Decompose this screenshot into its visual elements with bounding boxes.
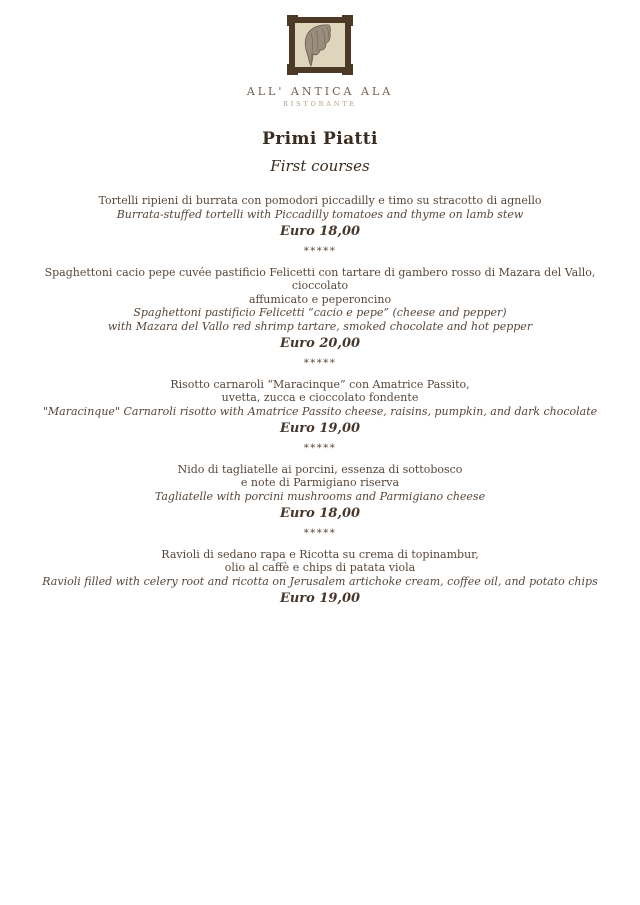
restaurant-name: ALL' ANTICA ALA [246, 85, 394, 98]
dish-name-english-line: with Mazara del Vallo red shrimp tartare, smoked chocolate and hot pepper [107, 319, 533, 333]
restaurant-subtitle: RISTORANTE [283, 100, 357, 108]
dish-italian [30, 378, 610, 405]
dish-name-italian-line: Tortelli ripieni di burrata con pomodori piccadilly e timo su stracotto di agnello [98, 194, 542, 207]
separator-stars: ***** [303, 358, 337, 369]
separator-stars: ***** [303, 246, 337, 257]
separator-stars: ***** [303, 528, 337, 539]
dish-price: Euro 19,00 [279, 591, 361, 606]
separator-stars: ***** [303, 443, 337, 454]
dish-price: Euro 18,00 [279, 224, 361, 239]
dish-price: Euro 19,00 [279, 421, 361, 436]
dish-name-italian-line: Spaghettoni cacio pepe cuvée pastificio Felicetti con tartare di gambero rosso di Mazara del Vallo, cioccolato [44, 265, 596, 292]
dish-english [30, 575, 610, 589]
restaurant-logo [0, 0, 640, 108]
dish-name-italian-line: Ravioli di sedano rapa e Ricotta su crema di topinambur, [161, 547, 479, 561]
dish-italian [30, 266, 610, 307]
dish-name-english-line: Spaghettoni pastificio Felicetti “cacio e pepe” (cheese and pepper) [133, 306, 507, 319]
dish-name-english-line: Tagliatelle with porcini mushrooms and Parmigiano cheese [154, 489, 486, 503]
dish-italian [30, 463, 610, 490]
menu-item [30, 548, 610, 608]
section-title-english: First courses [270, 157, 370, 175]
menu-item [30, 463, 610, 523]
dish-name-italian-line: uvetta, zucca e cioccolato fondente [221, 391, 419, 404]
dish-italian [30, 194, 610, 208]
dish-english [30, 490, 610, 504]
dish-name-english-line: Burrata-stuffed tortelli with Piccadilly tomatoes and thyme on lamb stew [116, 207, 524, 221]
dish-name-english-line: "Maracinque" Carnaroli risotto with Amatrice Passito cheese, raisins, pumpkin, and dark chocolate [42, 404, 598, 418]
section-title-italian: Primi Piatti [262, 129, 378, 149]
dish-price: Euro 18,00 [279, 506, 361, 521]
wing-icon [287, 15, 353, 75]
dish-english [30, 405, 610, 419]
dish-name-italian-line: Risotto carnaroli “Maracinque” con Amatrice Passito, [170, 377, 470, 391]
dish-name-italian-line: Nido di tagliatelle ai porcini, essenza di sottobosco [177, 462, 463, 476]
menu-item [30, 194, 610, 240]
dish-italian [30, 548, 610, 575]
dish-name-italian-line: affumicato e peperoncino [248, 292, 392, 306]
dish-price: Euro 20,00 [279, 336, 361, 351]
dish-name-english-line: Ravioli filled with celery root and ricotta on Jerusalem artichoke cream, coffee oil, and potato chips [42, 574, 598, 588]
dish-english [30, 208, 610, 222]
dish-name-italian-line: olio al caffè e chips di patata viola [224, 561, 416, 574]
menu-items [30, 194, 610, 607]
menu-item [30, 266, 610, 353]
menu-item [30, 378, 610, 438]
dish-english [30, 306, 610, 333]
dish-name-italian-line: e note di Parmigiano riserva [240, 476, 400, 489]
